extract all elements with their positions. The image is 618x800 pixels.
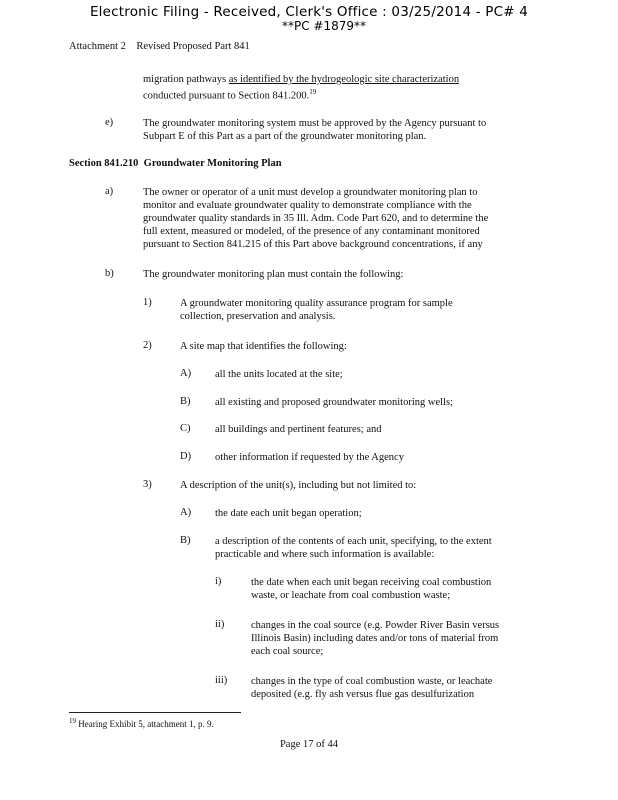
item-a-line-4: full extent, measured or modeled, of the presence of any contaminant monitored <box>143 226 480 237</box>
item-e-line-1: The groundwater monitoring system must be approved by the Agency pursuant to <box>143 118 487 129</box>
item-a-line-5: pursuant to Section 841.215 of this Part above background concentrations, if any <box>143 239 483 250</box>
item-roman-i-line-1: the date when each unit began receiving coal combustion <box>251 577 492 588</box>
item-b2-text: A site map that identifies the following: <box>180 341 347 352</box>
item-a-line-3: groundwater quality standards in 35 Ill. Adm. Code Part 620, and to determine the <box>143 213 489 224</box>
item-a-line-2: monitor and evaluate groundwater quality to demonstrate compliance with the <box>143 200 472 211</box>
filing-stamp-line1: Electronic Filing - Received, Clerk's Office : 03/25/2014 - PC# 4 <box>89 4 529 20</box>
filing-stamp <box>0 4 618 32</box>
section-number: Section 841.210 <box>69 158 139 169</box>
page-number: Page 17 of 44 <box>279 739 339 750</box>
item-roman-i-line-2: waste, or leachate from coal combustion waste; <box>251 590 451 601</box>
item-b3-A-text: the date each unit began operation; <box>215 508 362 519</box>
item-roman-ii-line-3: each coal source; <box>251 646 324 657</box>
item-b3-B-line-1: a description of the contents of each unit, specifying, to the extent <box>215 536 492 547</box>
item-b-label: b) <box>105 268 114 279</box>
item-e-line-2: Subpart E of this Part as a part of the groundwater monitoring plan. <box>143 131 427 142</box>
carryover-line-1 <box>143 73 459 86</box>
item-e-label: e) <box>105 117 114 128</box>
item-roman-i-label: i) <box>215 576 222 587</box>
item-b2-A-label: A) <box>180 368 192 379</box>
item-b2-C-label: C) <box>180 423 191 434</box>
footnote <box>69 716 214 730</box>
item-b-text: The groundwater monitoring plan must contain the following: <box>143 269 404 280</box>
item-b3-label: 3) <box>143 479 152 490</box>
item-roman-iii-line-2: deposited (e.g. fly ash versus flue gas desulfurization <box>251 689 475 700</box>
item-b1-line-2: collection, preservation and analysis. <box>180 311 336 322</box>
section-heading <box>69 157 282 170</box>
item-b2-B-label: B) <box>180 396 191 407</box>
item-roman-ii-line-2: Illinois Basin) including dates and/or tons of material from <box>251 633 499 644</box>
item-b3-text: A description of the unit(s), including but not limited to: <box>180 480 417 491</box>
page-header: Attachment 2 Revised Proposed Part 841 <box>69 41 250 52</box>
footnote-reference: 19 <box>309 88 317 96</box>
footnote-text: Hearing Exhibit 5, attachment 1, p. 9. <box>78 719 214 729</box>
item-a-line-1: The owner or operator of a unit must develop a groundwater monitoring plan to <box>143 187 478 198</box>
item-b2-C-text: all buildings and pertinent features; and <box>215 424 382 435</box>
item-a-label: a) <box>105 186 114 197</box>
item-roman-iii-label: iii) <box>215 675 228 686</box>
carryover-text-a: migration pathways <box>143 74 229 85</box>
item-b2-D-text: other information if requested by the Agency <box>215 452 404 463</box>
item-b3-B-label: B) <box>180 535 191 546</box>
item-roman-ii-label: ii) <box>215 619 225 630</box>
carryover-text-b-underlined: as identified by the hydrogeologic site characterization <box>228 74 460 85</box>
footnote-marker: 19 <box>69 717 76 725</box>
item-roman-iii-line-1: changes in the type of coal combustion waste, or leachate <box>251 676 493 687</box>
item-roman-ii-line-1: changes in the coal source (e.g. Powder River Basin versus <box>251 620 500 631</box>
item-b2-D-label: D) <box>180 451 192 462</box>
filing-stamp-line2: **PC #1879** <box>281 19 367 33</box>
item-b2-B-text: all existing and proposed groundwater monitoring wells; <box>215 397 453 408</box>
section-title: Groundwater Monitoring Plan <box>143 158 282 169</box>
item-b2-label: 2) <box>143 340 152 351</box>
carryover-text-2: conducted pursuant to Section 841.200. <box>143 90 310 102</box>
item-b3-A-label: A) <box>180 507 192 518</box>
footnote-divider <box>69 712 241 713</box>
item-b1-line-1: A groundwater monitoring quality assurance program for sample <box>180 298 453 309</box>
carryover-line-2 <box>143 86 316 103</box>
item-b3-B-line-2: practicable and where such information is available: <box>215 549 435 560</box>
item-b1-label: 1) <box>143 297 152 308</box>
item-b2-A-text: all the units located at the site; <box>215 369 343 380</box>
